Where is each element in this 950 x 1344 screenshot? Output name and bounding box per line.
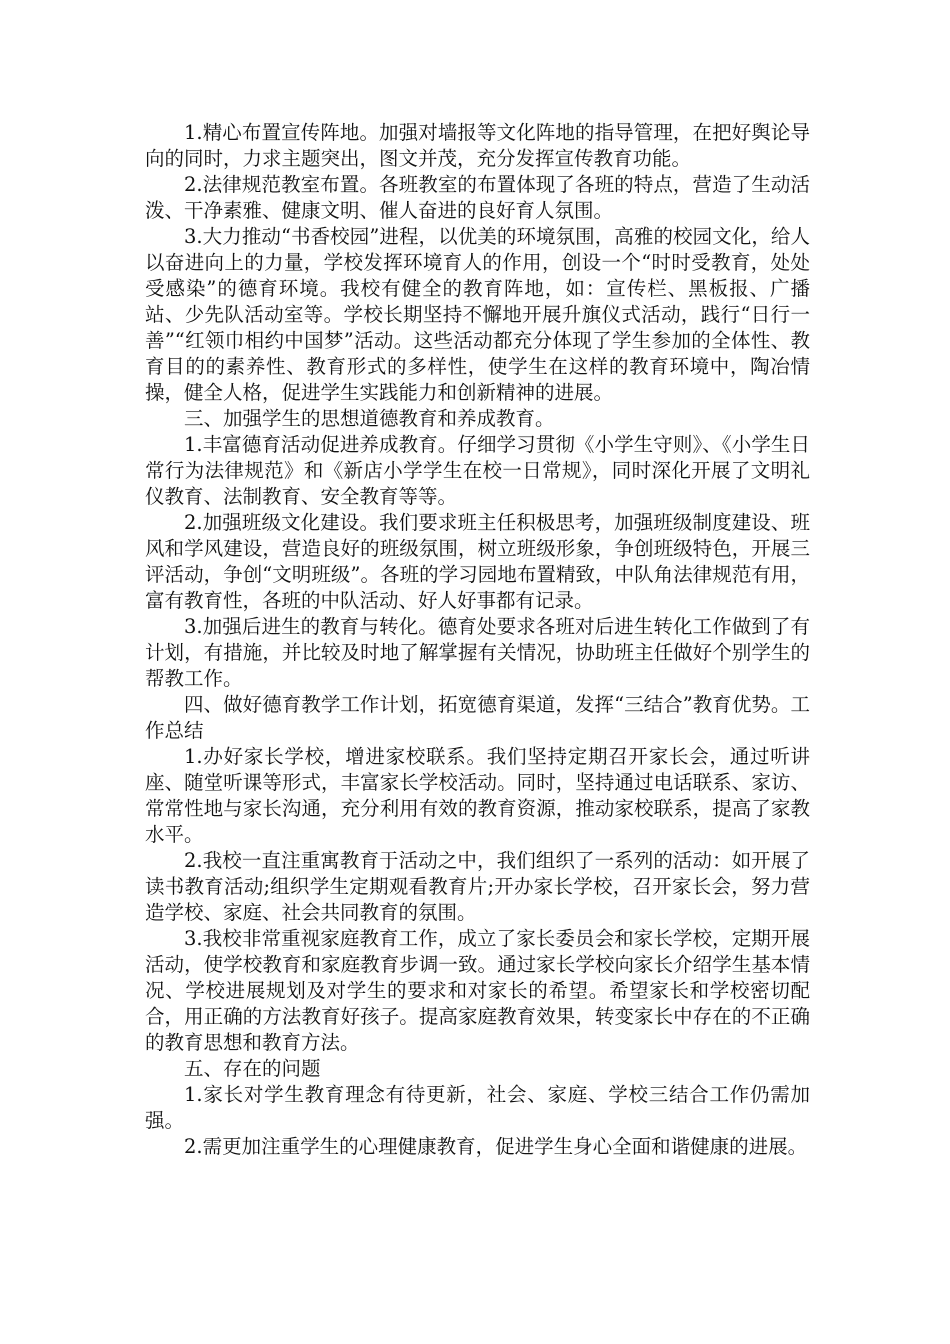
paragraph: 3.大力推动“书香校园”进程，以优美的环境氛围，高雅的校园文化，给人以奋进向上的力量，学校发挥环境育人的作用，创设一个“时时受教育，处处受感染”的德育环境。我校有健全的教育阵地，如：宣传栏、黑板报、广播站、少先队活动室等。学校长期坚持不懈地开展升旗仪式活动，践行“日行一善”“红领巾相约中国梦”活动。这些活动都充分体现了学生参加的全体性、教育目的的素养性、教育形式的多样性，使学生在这样的教育环境中，陶冶情操，健全人格，促进学生实践能力和创新精神的进展。 xyxy=(145,225,810,404)
paragraph: 2.我校一直注重寓教育于活动之中，我们组织了一系列的活动：如开展了读书教育活动;组织学生定期观看教育片;开办家长学校，召开家长会，努力营造学校、家庭、社会共同教育的氛围。 xyxy=(145,849,810,924)
document-body xyxy=(145,120,810,1160)
paragraph: 1.丰富德育活动促进养成教育。仔细学习贯彻《小学生守则》、《小学生日常行为法律规范》和《新店小学学生在校一日常规》，同时深化开展了文明礼仪教育、法制教育、安全教育等等。 xyxy=(145,433,810,508)
paragraph: 3.加强后进生的教育与转化。德育处要求各班对后进生转化工作做到了有计划，有措施，并比较及时地了解掌握有关情况，协助班主任做好个别学生的帮教工作。 xyxy=(145,615,810,690)
section-heading: 五、存在的问题 xyxy=(184,1057,321,1080)
paragraph: 1.精心布置宣传阵地。加强对墙报等文化阵地的指导管理，在把好舆论导向的同时，力求主题突出，图文并茂，充分发挥宣传教育功能。 xyxy=(145,121,810,170)
section-heading: 三、加强学生的思想道德教育和养成教育。 xyxy=(184,407,555,430)
paragraph: 3.我校非常重视家庭教育工作，成立了家长委员会和家长学校，定期开展活动，使学校教育和家庭教育步调一致。通过家长学校向家长介绍学生基本情况、学校进展规划及对学生的要求和对家长的希望。希望家长和学校密切配合，用正确的方法教育好孩子。提高家庭教育效果，转变家长中存在的不正确的教育思想和教育方法。 xyxy=(145,927,810,1054)
paragraph: 1.办好家长学校，增进家校联系。我们坚持定期召开家长会，通过听讲座、随堂听课等形式，丰富家长学校活动。同时，坚持通过电话联系、家访、常常性地与家长沟通，充分利用有效的教育资源，推动家校联系，提高了家教水平。 xyxy=(145,745,810,846)
paragraph: 1.家长对学生教育理念有待更新，社会、家庭、学校三结合工作仍需加强。 xyxy=(145,1083,810,1132)
paragraph: 2.加强班级文化建设。我们要求班主任积极思考，加强班级制度建设、班风和学风建设，营造良好的班级氛围，树立班级形象，争创班级特色，开展三评活动，争创“文明班级”。各班的学习园地布置精致，中队角法律规范有用，富有教育性，各班的中队活动、好人好事都有记录。 xyxy=(145,511,810,612)
paragraph: 2.法律规范教室布置。各班教室的布置体现了各班的特点，营造了生动活泼、干净素雅、健康文明、催人奋进的良好育人氛围。 xyxy=(145,173,810,222)
section-heading: 四、做好德育教学工作计划，拓宽德育渠道，发挥“三结合”教育优势。工作总结 xyxy=(145,693,810,742)
paragraph: 2.需更加注重学生的心理健康教育，促进学生身心全面和谐健康的进展。 xyxy=(184,1135,808,1158)
